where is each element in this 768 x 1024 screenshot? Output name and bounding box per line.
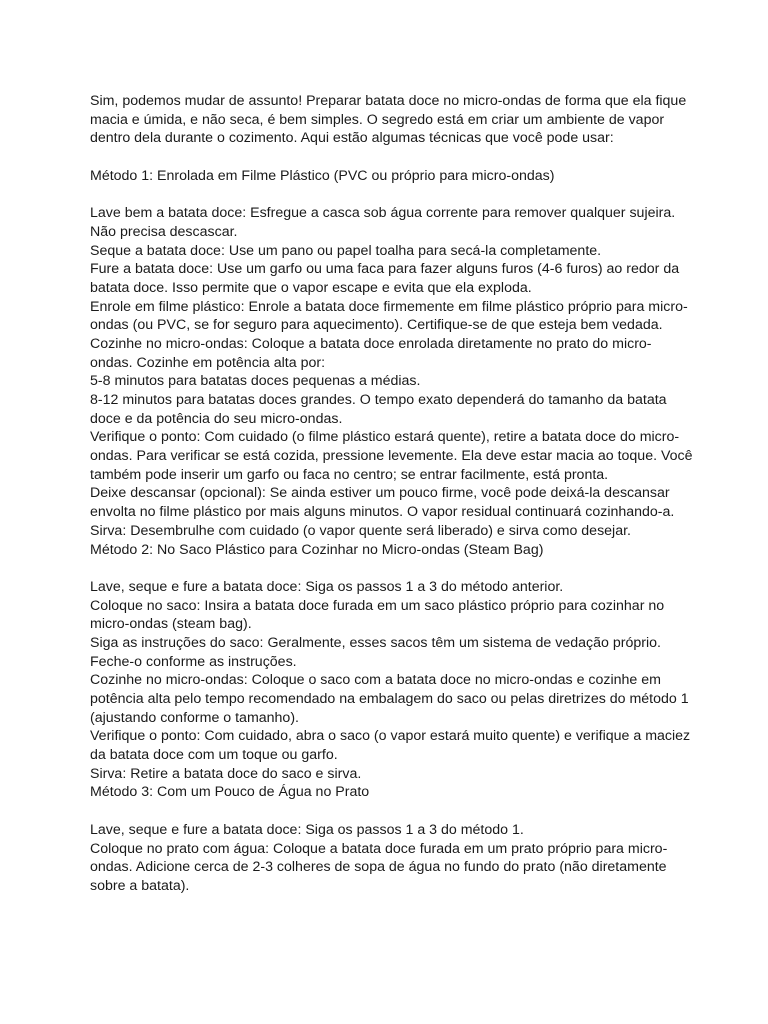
text-line: Fure a batata doce: Use um garfo ou uma faca para fazer alguns furos (4-6 furos) ao redor da [90, 261, 680, 278]
text-line: Feche-o conforme as instruções. [90, 653, 297, 670]
text-line: Não precisa descascar. [90, 223, 238, 240]
text-line: Sirva: Retire a batata doce do saco e sirva. [90, 765, 362, 782]
text-line: Deixe descansar (opcional): Se ainda estiver um pouco firme, você pode deixá-la descansar [90, 485, 670, 502]
text-line: Enrole em filme plástico: Enrole a batata doce firmemente em filme plástico próprio para micro- [90, 298, 688, 315]
text-line: Sim, podemos mudar de assunto! Preparar batata doce no micro-ondas de forma que ela fique [90, 93, 687, 109]
text-line: macia e úmida, e não seca, é bem simples. O segredo está em criar um ambiente de vapor [90, 111, 665, 128]
text-line: Cozinhe no micro-ondas: Coloque o saco com a batata doce no micro-ondas e cozinhe em [90, 672, 661, 689]
text-line: ondas. Para verificar se está cozida, pressione levemente. Ela deve estar macia ao toque. Você [90, 448, 693, 465]
text-line: doce e da potência do seu micro-ondas. [90, 410, 343, 427]
text-line: sobre a batata). [90, 877, 190, 894]
text-line: envolta no filme plástico por mais alguns minutos. O vapor residual continuará cozinhando-a. [90, 504, 675, 521]
text-line: Sirva: Desembrulhe com cuidado (o vapor quente será liberado) e sirva como desejar. [90, 522, 631, 539]
text-line: ondas (ou PVC, se for seguro para aquecimento). Certifique-se de que esteja bem vedada. [90, 317, 663, 334]
text-line: Cozinhe no micro-ondas: Coloque a batata doce enrolada diretamente no prato do micro- [90, 335, 652, 352]
blank-line [90, 185, 690, 204]
blank-line [90, 559, 690, 578]
text-line: Verifique o ponto: Com cuidado, abra o saco (o vapor estará muito quente) e verifique a maciez [90, 728, 691, 745]
blank-line [90, 148, 690, 167]
text-line: Lave bem a batata doce: Esfregue a casca sob água corrente para remover qualquer sujeira. [90, 205, 676, 222]
text-line: Lave, seque e fure a batata doce: Siga os passos 1 a 3 do método anterior. [90, 578, 564, 595]
text-line: Seque a batata doce: Use um pano ou papel toalha para secá-la completamente. [90, 242, 602, 259]
text-line: micro-ondas (steam bag). [90, 616, 252, 633]
text-line: Verifique o ponto: Com cuidado (o filme plástico estará quente), retire a batata doce do micro- [90, 429, 680, 446]
text-line: potência alta pelo tempo recomendado na embalagem do saco ou pelas diretrizes do método 1 [90, 691, 689, 707]
text-line: (ajustando conforme o tamanho). [90, 709, 299, 726]
text-line: dentro dela durante o cozimento. Aqui estão algumas técnicas que você pode usar: [90, 130, 614, 147]
text-line: da batata doce com um toque ou garfo. [90, 747, 338, 764]
text-line: 5-8 minutos para batatas doces pequenas a médias. [90, 373, 421, 390]
text-line: Método 3: Com um Pouco de Água no Prato [90, 784, 370, 801]
text-line: ondas. Adicione cerca de 2-3 colheres de sopa de água no fundo do prato (não diretamente [90, 859, 667, 876]
text-line: 8-12 minutos para batatas doces grandes. O tempo exato dependerá do tamanho da batata [90, 392, 667, 408]
text-line: Método 1: Enrolada em Filme Plástico (PVC ou próprio para micro-ondas) [90, 167, 555, 184]
text-line: Coloque no prato com água: Coloque a batata doce furada em um prato próprio para micro- [90, 840, 668, 857]
document-body [90, 92, 693, 896]
text-line: batata doce. Isso permite que o vapor escape e evita que ela exploda. [90, 279, 532, 296]
text-line: Siga as instruções do saco: Geralmente, esses sacos têm um sistema de vedação próprio. [90, 634, 661, 651]
text-line: Lave, seque e fure a batata doce: Siga os passos 1 a 3 do método 1. [90, 821, 524, 838]
text-line: também pode inserir um garfo ou faca no centro; se entrar facilmente, está pronta. [90, 466, 609, 483]
blank-line [90, 802, 690, 821]
text-line: ondas. Cozinhe em potência alta por: [90, 354, 326, 371]
text-line: Coloque no saco: Insira a batata doce furada em um saco plástico próprio para cozinhar no [90, 597, 665, 614]
text-line: Método 2: No Saco Plástico para Cozinhar no Micro-ondas (Steam Bag) [90, 541, 544, 558]
